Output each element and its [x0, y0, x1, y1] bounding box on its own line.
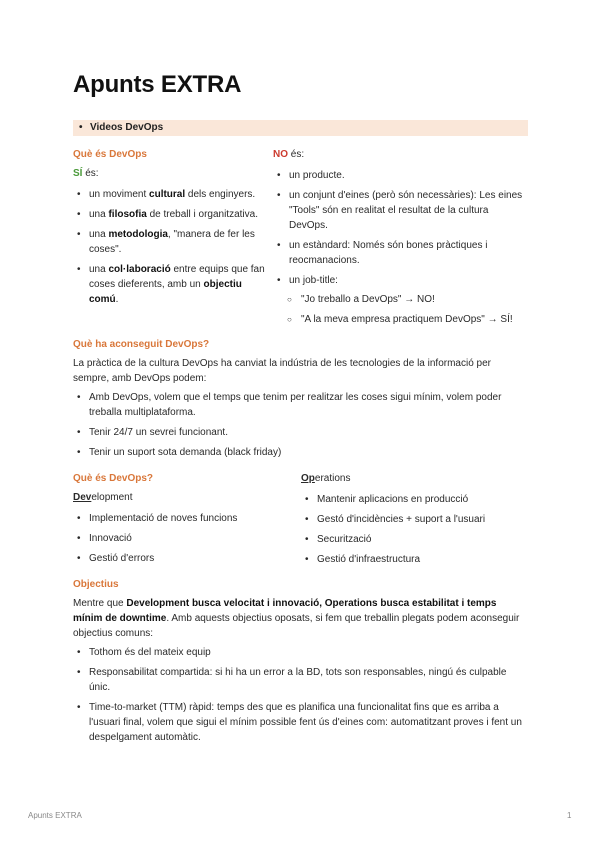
- list-item: • Tothom és del mateix equip: [73, 645, 528, 660]
- section-heading-que-es: Què és DevOps: [73, 149, 147, 160]
- development-label: Development: [73, 492, 133, 503]
- list-item: • Time-to-market (TTM) ràpid: temps des que es planifica una funcionalitat fins que es arriba a l'usuari final, volem que sigui el mínim possible fent ús d'eines com: automatitzant proves i fent un despelgament automàtic.: [73, 700, 528, 745]
- toggle-videos-devops[interactable]: [73, 120, 528, 136]
- footer-page-number: 1: [567, 811, 572, 820]
- operations-column: [301, 471, 528, 572]
- list-item: • un job-title:: [273, 273, 528, 288]
- si-label: SÍ: [73, 168, 83, 179]
- toggle-label: Videos DevOps: [90, 122, 164, 133]
- list-item: • Securització: [301, 532, 528, 547]
- list-item: • un estàndard: Només són bones pràctiques i reocmanacions.: [273, 238, 528, 268]
- list-item: • Responsabilitat compartida: si hi ha un error a la BD, tots son responsables, ningú és culpable únic.: [73, 665, 528, 695]
- si-line: [73, 166, 273, 181]
- list-item: • una col·laboració entre equips que fan coses dieferents, amb un objectiu comú.: [73, 262, 273, 307]
- sub-list-item: ○ "A la meva empresa practiquem DevOps" → SÍ!: [273, 312, 528, 327]
- section-objectius: [73, 577, 528, 750]
- section-heading-aconseguit: Què ha aconseguit DevOps?: [73, 339, 210, 350]
- development-column: [73, 471, 298, 571]
- no-list: [273, 168, 528, 288]
- list-item: • una metodologia, "manera de fer les coses".: [73, 227, 273, 257]
- list-item: • un producte.: [273, 168, 528, 183]
- list-item: • Tenir un suport sota demanda (black friday): [73, 445, 528, 460]
- si-suffix: és:: [82, 168, 99, 179]
- section-aconseguit: [73, 337, 528, 465]
- si-list: [73, 187, 273, 307]
- aconseguit-intro: La pràctica de la cultura DevOps ha canviat la indústria de les tecnologies de la informació per sempre, amb DevOps podem:: [73, 358, 492, 384]
- no-suffix: és:: [288, 149, 305, 160]
- list-item: • un conjunt d'eines (però són necessàries): Les eines "Tools" són en realitat el resultat de la cultura DevOps.: [273, 188, 528, 233]
- list-item: • Innovació: [73, 531, 298, 546]
- operations-label: Operations: [301, 473, 351, 484]
- list-item: • Tenir 24/7 un sevrei funcionant.: [73, 425, 528, 440]
- objectius-list: [73, 645, 528, 745]
- list-item: • Amb DevOps, volem que el temps que tenim per realitzar les coses sigui mínim, volem poder treballa multiplataforma.: [73, 390, 528, 420]
- development-list: [73, 511, 298, 566]
- section-heading-objectius: Objectius: [73, 579, 119, 590]
- footer-title: Apunts EXTRA: [28, 811, 82, 820]
- list-item: • Gestió d'errors: [73, 551, 298, 566]
- job-title-sublist: [273, 292, 528, 327]
- bullet-icon: •: [79, 122, 83, 133]
- list-item: • Gestió d'infraestructura: [301, 552, 528, 567]
- list-item: • Implementació de noves funcions: [73, 511, 298, 526]
- aconseguit-list: [73, 390, 528, 460]
- page-title: Apunts EXTRA: [73, 71, 242, 98]
- list-item: • una filosofia de treball i organitzativa.: [73, 207, 273, 222]
- section-heading-que-es-devops: Què és DevOps?: [73, 473, 154, 484]
- right-column: [273, 147, 528, 332]
- list-item: • Mantenir aplicacions en producció: [301, 492, 528, 507]
- left-column: [73, 147, 273, 312]
- operations-list: [301, 492, 528, 567]
- list-item: • un moviment cultural dels enginyers.: [73, 187, 273, 202]
- no-label: NO: [273, 149, 288, 160]
- no-line: [273, 147, 528, 162]
- list-item: • Gestó d'incidències + suport a l'usuari: [301, 512, 528, 527]
- objectius-intro: Mentre que Development busca velocitat i innovació, Operations busca estabilitat i temps mínim de downtime. Amb aquests objectius oposats, si fem que treballin plegats podem aconseguir objectius comuns:: [73, 598, 520, 639]
- sub-list-item: ○ "Jo treballo a DevOps" → NO!: [273, 292, 528, 307]
